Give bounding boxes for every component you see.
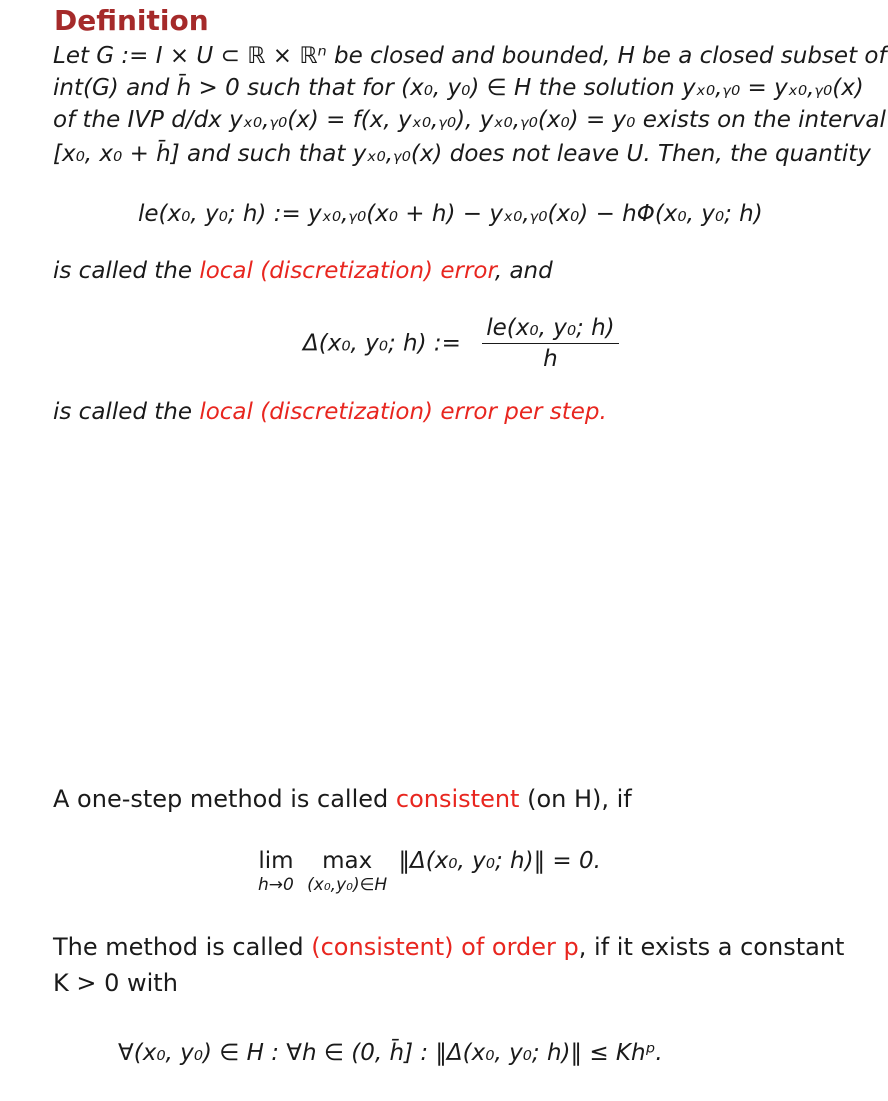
error-per-step-term: local (discretization) error per step. (199, 399, 607, 425)
definition-line-1: Let G := I × U ⊂ ℝ × ℝⁿ be closed and bounded, H be a closed subset of (53, 43, 887, 69)
definition-heading: Definition (54, 4, 209, 37)
order-suffix: , if it exists a constant (578, 933, 845, 961)
consistency-term: consistent (395, 785, 520, 813)
order-term: (consistent) of order p (311, 933, 579, 961)
delta-denominator: h (543, 346, 558, 372)
definition-line-2: int(G) and h̄ > 0 such that for (x₀, y₀) ∈ H the solution yₓ₀,ᵧ₀ = yₓ₀,ᵧ₀(x) (53, 75, 864, 101)
delta-definition (303, 315, 619, 372)
max-label: max (322, 848, 373, 874)
order-formula: ∀(x₀, y₀) ∈ H : ∀h ∈ (0, h̄] : ‖Δ(x₀, y₀; h)‖ ≤ Khᵖ. (118, 1040, 663, 1066)
lim-subscript: h→0 (258, 875, 294, 895)
local-error-prefix: is called the (53, 258, 200, 284)
lim-label: lim (258, 848, 294, 874)
lim-expression: ‖Δ(x₀, y₀; h)‖ = 0. (398, 848, 601, 874)
lim-operator (258, 848, 294, 895)
local-error-suffix: , and (494, 258, 553, 284)
error-per-step-prefix: is called the (53, 399, 200, 425)
consistency-prefix: A one-step method is called (53, 785, 396, 813)
local-error-sentence (53, 258, 553, 284)
order-prefix: The method is called (53, 933, 312, 961)
local-error-formula: le(x₀, y₀; h) := yₓ₀,ᵧ₀(x₀ + h) − yₓ₀,ᵧ₀(x₀) − hΦ(x₀, y₀; h) (138, 201, 763, 227)
delta-fraction (482, 315, 618, 372)
definition-line-3: of the IVP d/dx yₓ₀,ᵧ₀(x) = f(x, yₓ₀,ᵧ₀), yₓ₀,ᵧ₀(x₀) = y₀ exists on the interval (53, 107, 886, 133)
local-error-term: local (discretization) error (199, 258, 495, 284)
max-operator (307, 848, 387, 895)
consistency-limit-formula (258, 848, 601, 895)
definition-line-4: [x₀, x₀ + h̄] and such that yₓ₀,ᵧ₀(x) does not leave U. Then, the quantity (53, 141, 871, 167)
delta-numerator: le(x₀, y₀; h) (482, 315, 618, 344)
consistency-sentence (53, 785, 632, 813)
max-subscript: (x₀,y₀)∈H (307, 875, 388, 895)
order-line-1 (53, 933, 844, 961)
error-per-step-sentence (53, 399, 607, 425)
order-line-2: K > 0 with (53, 969, 178, 997)
consistency-suffix: (on H), if (519, 785, 632, 813)
delta-lhs: Δ(x₀, y₀; h) := (303, 330, 461, 357)
